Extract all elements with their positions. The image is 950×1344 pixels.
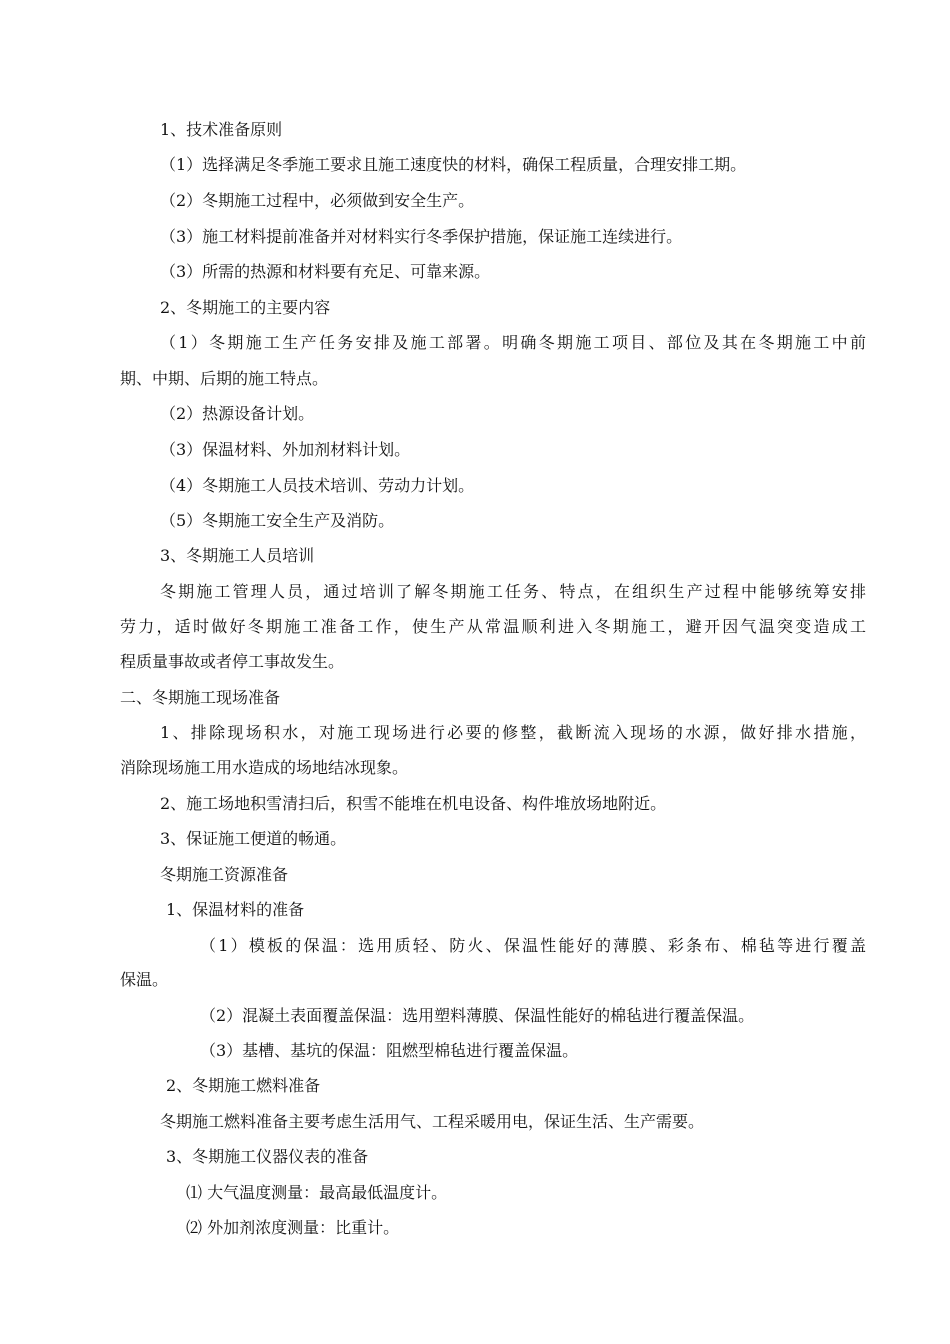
list-item: （2）混凝土表面覆盖保温：选用塑料薄膜、保温性能好的棉毡进行覆盖保温。 <box>200 1006 755 1025</box>
list-item: 1、排除现场积水，对施工现场进行必要的修整，截断流入现场的水源，做好排水措施， <box>160 723 866 742</box>
list-item: ⑴ 大气温度测量：最高最低温度计。 <box>186 1183 448 1202</box>
paragraph-line: 程质量事故或者停工事故发生。 <box>120 652 345 671</box>
list-item: （3）基槽、基坑的保温：阻燃型棉毡进行覆盖保温。 <box>200 1041 579 1060</box>
list-item: （2）热源设备计划。 <box>160 404 315 423</box>
list-item: 2、施工场地积雪清扫后，积雪不能堆在机电设备、构件堆放场地附近。 <box>160 794 667 813</box>
paragraph-line: 冬期施工管理人员，通过培训了解冬期施工任务、特点，在组织生产过程中能够统筹安排 <box>160 582 866 601</box>
section-heading: 1、保温材料的准备 <box>166 900 305 919</box>
list-item: （3）施工材料提前准备并对材料实行冬季保护措施，保证施工连续进行。 <box>160 227 683 246</box>
list-item: 3、保证施工便道的畅通。 <box>160 829 347 848</box>
section-heading: 1、技术准备原则 <box>160 120 283 139</box>
chapter-heading: 冬期施工资源准备 <box>160 865 289 884</box>
list-item: （5）冬期施工安全生产及消防。 <box>160 511 395 530</box>
list-item: （3）所需的热源和材料要有充足、可靠来源。 <box>160 262 491 281</box>
list-item-continuation: 保温。 <box>120 970 169 989</box>
chapter-heading: 二、冬期施工现场准备 <box>120 688 281 707</box>
section-heading: 3、冬期施工仪器仪表的准备 <box>166 1147 369 1166</box>
section-heading: 2、冬期施工燃料准备 <box>166 1076 321 1095</box>
list-item: （3）保温材料、外加剂材料计划。 <box>160 440 411 459</box>
list-item-continuation: 期、中期、后期的施工特点。 <box>120 369 329 388</box>
list-item: （2）冬期施工过程中，必须做到安全生产。 <box>160 191 475 210</box>
list-item: （1）选择满足冬季施工要求且施工速度快的材料，确保工程质量，合理安排工期。 <box>160 155 747 174</box>
list-item: （1）模板的保温：选用质轻、防火、保温性能好的薄膜、彩条布、棉毡等进行覆盖 <box>200 936 866 955</box>
list-item: （4）冬期施工人员技术培训、劳动力计划。 <box>160 476 475 495</box>
section-heading: 3、冬期施工人员培训 <box>160 546 315 565</box>
section-heading: 2、冬期施工的主要内容 <box>160 298 331 317</box>
paragraph-line: 冬期施工燃料准备主要考虑生活用气、工程采暖用电，保证生活、生产需要。 <box>160 1112 705 1131</box>
list-item: （1）冬期施工生产任务安排及施工部署。明确冬期施工项目、部位及其在冬期施工中前 <box>160 333 866 352</box>
paragraph-line: 劳力，适时做好冬期施工准备工作，使生产从常温顺利进入冬期施工，避开因气温突变造成工 <box>120 617 866 636</box>
list-item-continuation: 消除现场施工用水造成的场地结冰现象。 <box>120 758 409 777</box>
list-item: ⑵ 外加剂浓度测量：比重计。 <box>186 1218 400 1237</box>
